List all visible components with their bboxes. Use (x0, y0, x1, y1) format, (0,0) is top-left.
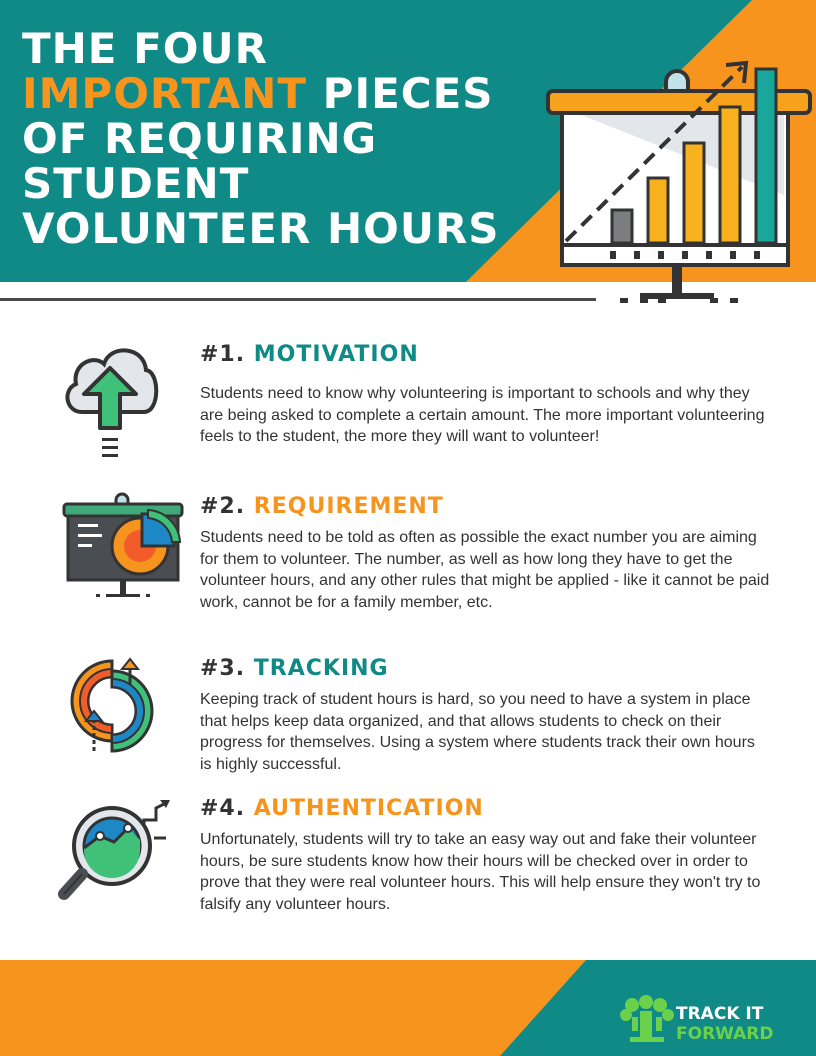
section-heading: #4. AUTHENTICATION (200, 796, 484, 821)
section-body: Students need to be told as often as possible the exact number you are aiming for them to volunteer. The number, as well as how long they have to get the volunteer hours, and any other rules that might be applied - like it cannot be paid work, cannot be for a family member, etc. (200, 529, 770, 611)
section-heading: #3. TRACKING (200, 656, 389, 681)
section-body: Unfortunately, students will try to take an easy way out and fake their volunteer hours, be sure students know how their hours will be checked over in order to prove that they were real volunteer hours. This will help ensure they won't try to falsify any volunteer hours. (200, 831, 761, 913)
presentation-pie-chart-icon (62, 492, 184, 602)
section-motivation (200, 341, 770, 448)
section-body: Keeping track of student hours is hard, so you need to have a system in place that helps keep data organized, and that allows students to check on their progress for themselves. Using a system where students track their own hours is highly successful. (200, 691, 755, 773)
section-requirement (200, 493, 770, 613)
section-tracking (200, 655, 770, 775)
cloud-upload-icon (60, 340, 160, 462)
tree-logo-icon (620, 995, 676, 1045)
header-divider (0, 298, 596, 301)
brand-logo-text: TRACK IT FORWARD (676, 1004, 774, 1044)
page-title: THE FOUR IMPORTANT PIECES OF REQUIRING STUDENT VOLUNTEER HOURS (22, 24, 500, 253)
presentation-chart-icon (540, 55, 815, 307)
title-accent-word: IMPORTANT (22, 69, 308, 118)
tracking-cycle-icon (70, 655, 154, 755)
section-body: Students need to know why volunteering is important to schools and why they are being asked to complete a certain amount. The more important volunteering feels to the student, the more they will want to volunteer! (200, 385, 765, 445)
divider-dots (600, 294, 760, 306)
section-authentication (200, 795, 770, 915)
section-heading: #1. MOTIVATION (200, 342, 419, 367)
header-banner (0, 0, 816, 282)
section-heading: #2. REQUIREMENT (200, 494, 444, 519)
magnifier-analytics-icon (52, 798, 172, 912)
